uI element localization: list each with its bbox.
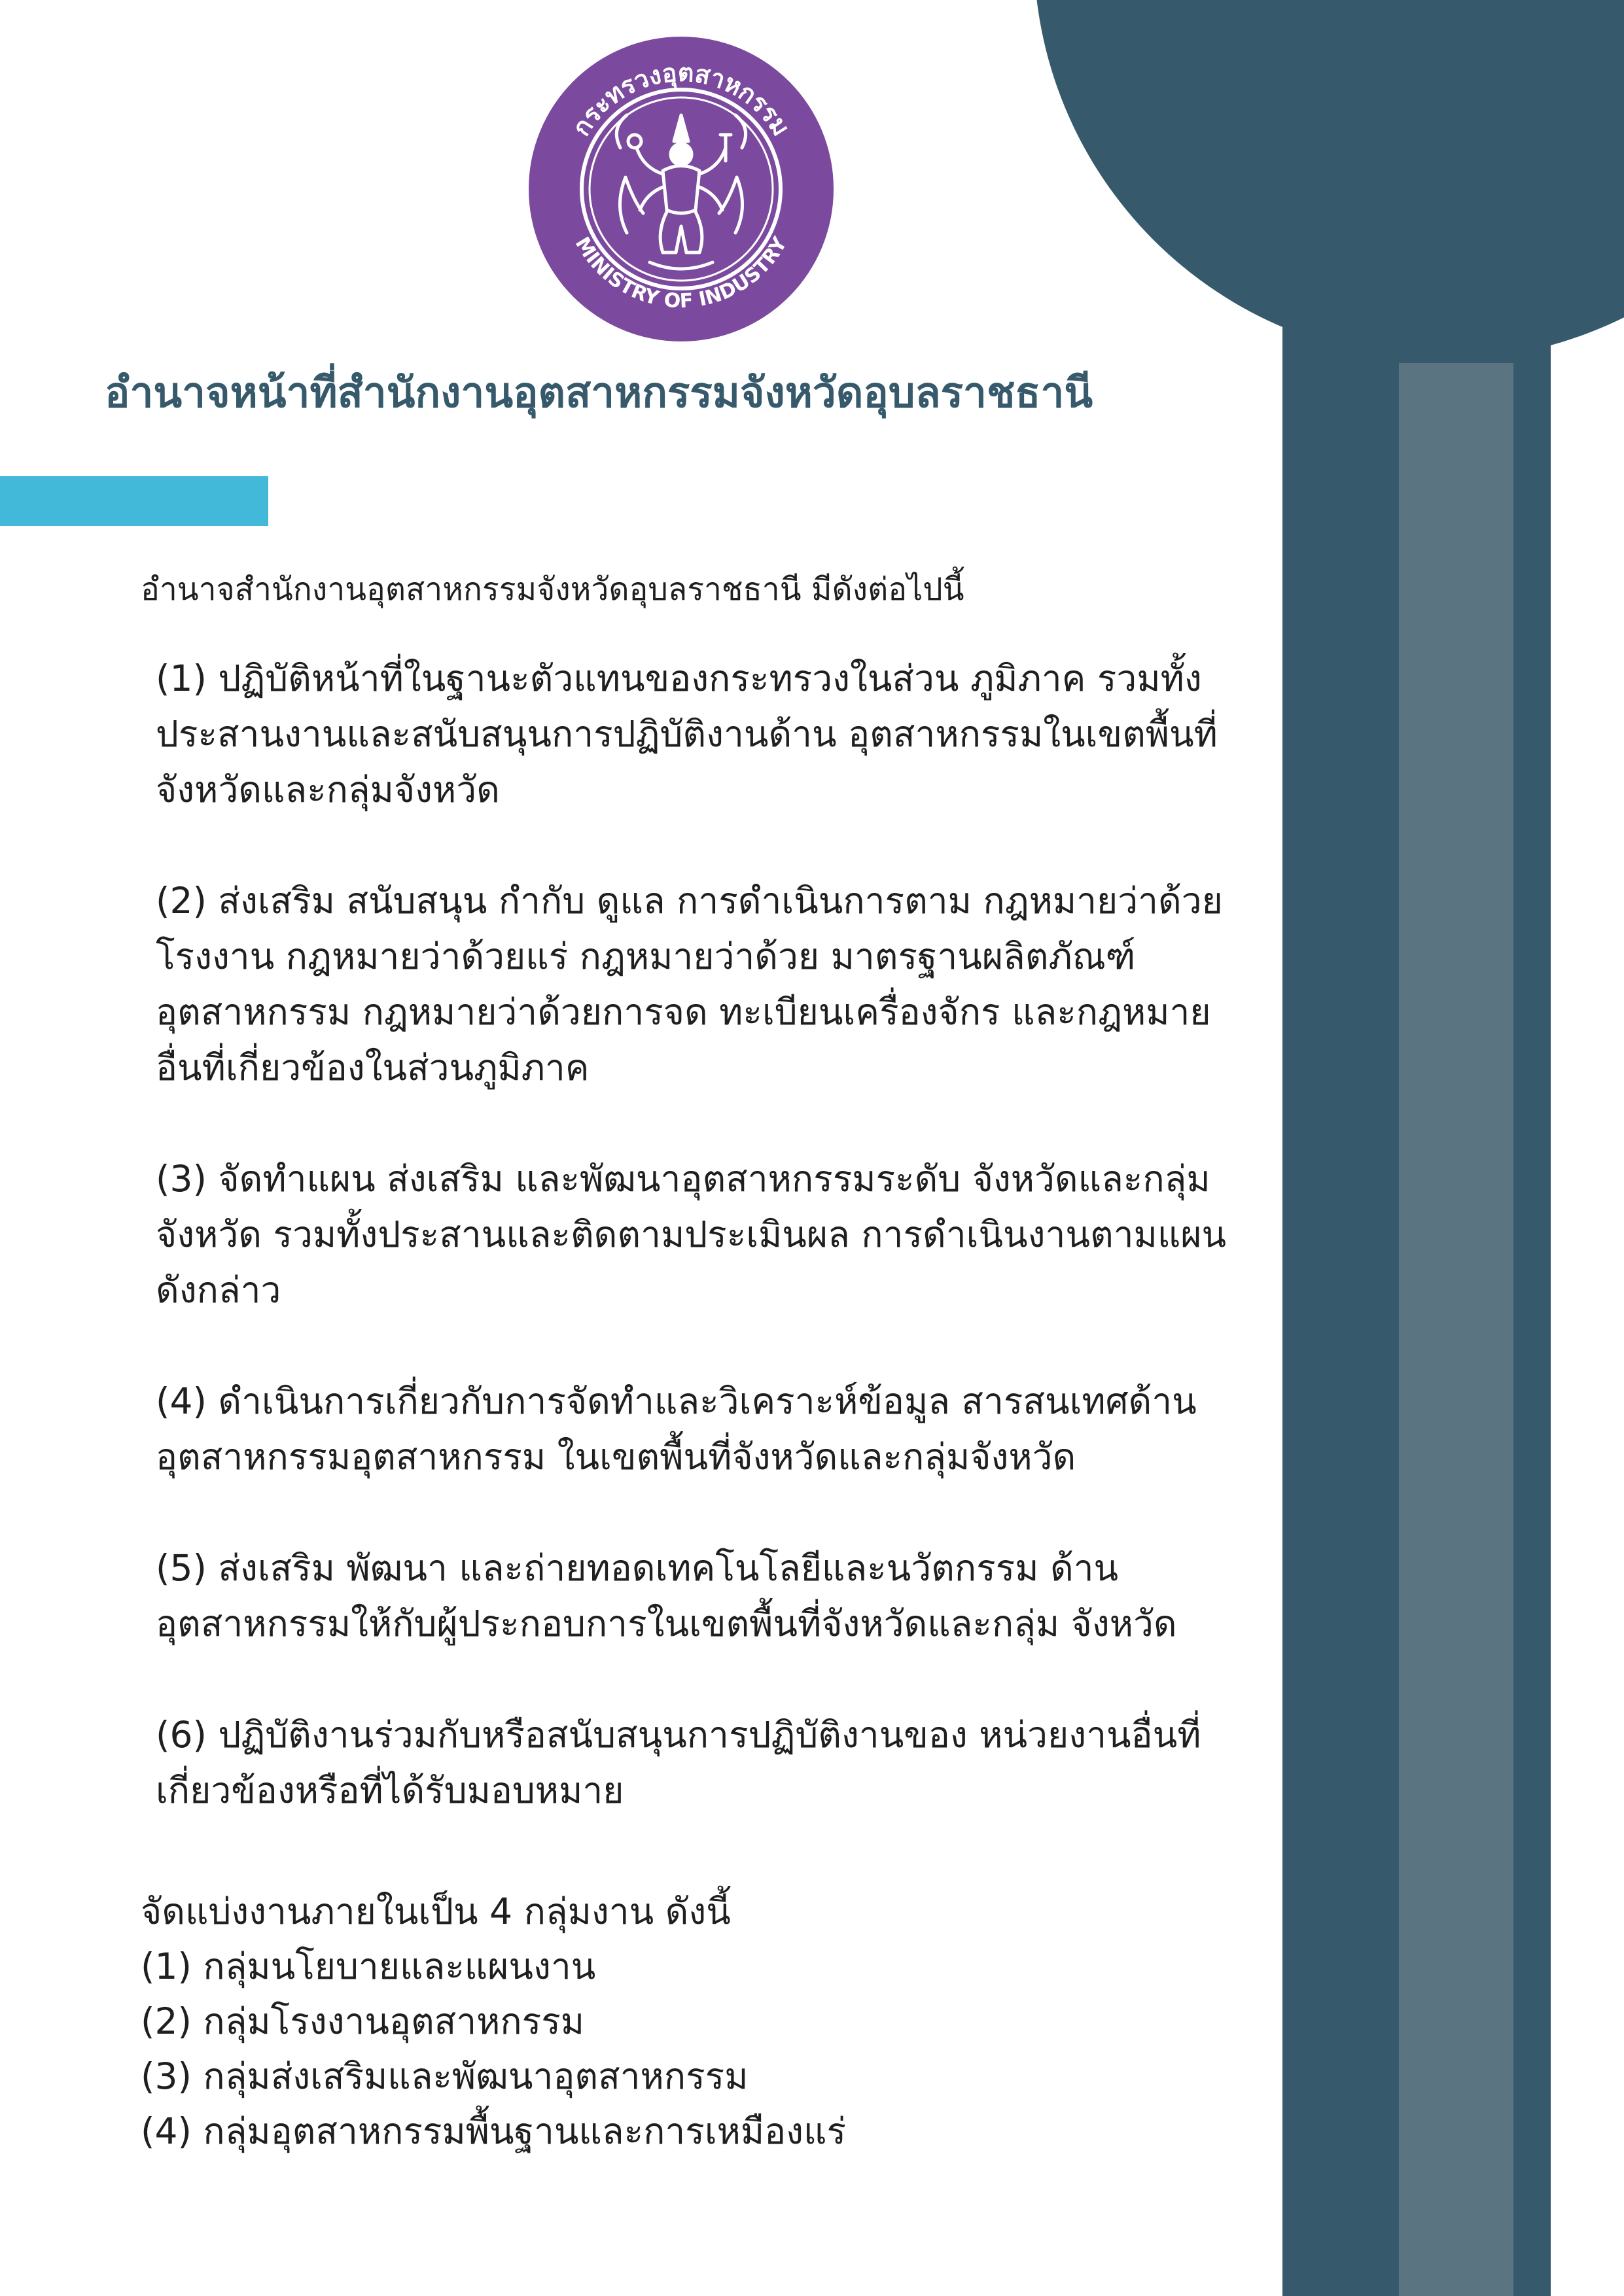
duty-item: (4) ดำเนินการเกี่ยวกับการจัดทำและวิเคราะห์ข้อมูล สารสนเทศด้านอุตสาหกรรมอุตสาหกรรม ในเขตพื้นที่จังหวัดและกลุ่มจังหวัด [156,1380,1197,1478]
duties-list [156,651,1242,1874]
duty-item: (6) ปฏิบัติงานร่วมกับหรือสนับสนุนการปฏิบัติงานของ หน่วยงานอื่นที่เกี่ยวข้องหรือที่ได้รับมอบหมาย [156,1714,1201,1811]
ministry-seal-logo [529,37,834,341]
accent-bar [0,476,268,526]
work-group-item: (3) กลุ่มส่งเสริมและพัฒนาอุตสาหกรรม [141,2055,749,2097]
work-group-item: (1) กลุ่มนโยบายและแผนงาน [141,1945,596,1987]
duty-item: (3) จัดทำแผน ส่งเสริม และพัฒนาอุตสาหกรรมระดับ จังหวัดและกลุ่มจังหวัด รวมทั้งประสานและติดตามประเมินผล การดำเนินงานตามแผนดังกล่าว [156,1158,1227,1311]
page-title: อำนาจหน้าที่สำนักงานอุตสาหกรรมจังหวัดอุบลราชธานี [105,369,1093,417]
intro-text: อำนาจสำนักงานอุตสาหกรรมจังหวัดอุบลราชธานี มีดังต่อไปนี้ [141,571,964,608]
decorative-stripe [1399,363,1513,2296]
work-group-item: (4) กลุ่มอุตสาหกรรมพื้นฐานและการเหมืองแร่ [141,2110,847,2152]
work-group-item: (2) กลุ่มโรงงานอุตสาหกรรม [141,2000,585,2042]
decorative-circle [1034,0,1624,360]
duty-item: (2) ส่งเสริม สนับสนุน กำกับ ดูแล การดำเนินการตาม กฎหมายว่าด้วยโรงงาน กฎหมายว่าด้วยแร่ กฎหมายว่าด้วย มาตรฐานผลิตภัณฑ์อุตสาหกรรม กฎหมายว่าด้วยการจด ทะเบียนเครื่องจักร และกฎหมายอื่นที่เกี่ยวข้องในส่วนภูมิภาค [156,880,1223,1088]
duty-item: (1) ปฏิบัติหน้าที่ในฐานะตัวแทนของกระทรวงในส่วน ภูมิภาค รวมทั้งประสานงานและสนับสนุนการปฏิบัติงานด้าน อุตสาหกรรมในเขตพื้นที่จังหวัดและกลุ่มจังหวัด [156,657,1218,810]
work-groups-section [141,1884,1253,2159]
work-groups-list [141,1939,1253,2159]
seal-top-text: กระทรวงอุตสาหกรรม [566,58,796,141]
duty-item: (5) ส่งเสริม พัฒนา และถ่ายทอดเทคโนโลยีและนวัตกรรม ด้านอุตสาหกรรมให้กับผู้ประกอบการในเขตพื้นที่จังหวัดและกลุ่ม จังหวัด [156,1547,1177,1644]
work-groups-heading: จัดแบ่งงานภายในเป็น 4 กลุ่มงาน ดังนี้ [141,1890,731,1932]
seal-bottom-text: MINISTRY OF INDUSTRY [570,233,792,313]
